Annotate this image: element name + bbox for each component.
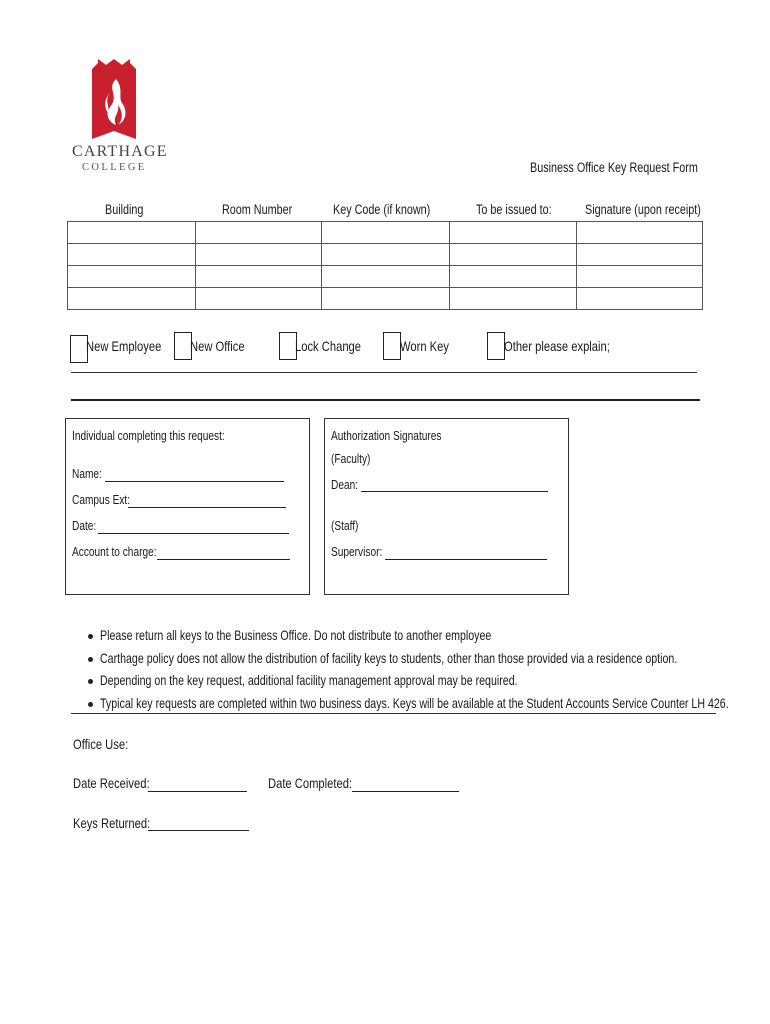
table-row [68,222,703,244]
date-completed-label: Date Completed: [268,775,353,791]
table-cell[interactable] [450,288,577,310]
keys-returned-field[interactable] [148,830,249,831]
requester-heading: Individual completing this request: [72,428,225,443]
checkbox-label-worn-key: Worn Key [400,338,449,354]
staff-label: (Staff) [331,518,359,533]
explain-line[interactable] [71,372,697,373]
table-cell[interactable] [68,222,196,244]
table-cell[interactable] [68,244,196,266]
table-cell[interactable] [196,288,322,310]
note-turnaround: Typical key requests are completed within two business days. Keys will be available at the Student Accounts Service Counter LH 426. [100,695,729,711]
checkbox-other[interactable] [487,332,505,360]
header-building: Building [105,202,144,217]
carthage-logo [80,55,148,147]
bullet-icon [88,702,93,707]
bullet-icon [88,634,93,639]
table-row [68,244,703,266]
header-key-code: Key Code (if known) [333,202,431,217]
office-use-heading: Office Use: [73,736,129,752]
date-field[interactable] [98,533,289,534]
table-cell[interactable] [577,288,703,310]
dean-label: Dean: [331,477,359,492]
note-policy: Carthage policy does not allow the distribution of facility keys to students, other than those provided via a residence option. [100,650,678,666]
faculty-label: (Faculty) [331,451,371,466]
checkbox-label-new-employee: New Employee [86,338,162,354]
table-row [68,266,703,288]
table-cell[interactable] [577,244,703,266]
header-room-number: Room Number [222,202,293,217]
table-cell[interactable] [322,244,450,266]
dean-signature-field[interactable] [361,491,548,492]
date-label: Date: [72,518,97,533]
campus-ext-field[interactable] [128,507,286,508]
table-cell[interactable] [196,266,322,288]
name-label: Name: [72,466,102,481]
checkbox-label-lock-change: Lock Change [295,338,362,354]
note-return-keys: Please return all keys to the Business Office. Do not distribute to another employee [100,627,492,643]
date-received-label: Date Received: [73,775,150,791]
table-cell[interactable] [577,266,703,288]
section-divider [71,399,700,401]
campus-ext-label: Campus Ext: [72,492,131,507]
note-approval: Depending on the key request, additional facility management approval may be required. [100,672,518,688]
flame-shield-icon [80,55,148,147]
authorization-heading: Authorization Signatures [331,428,442,443]
account-label: Account to charge: [72,544,157,559]
table-cell[interactable] [450,222,577,244]
table-cell[interactable] [196,222,322,244]
checkbox-worn-key[interactable] [383,332,401,360]
table-cell[interactable] [68,266,196,288]
supervisor-signature-field[interactable] [385,559,547,560]
table-cell[interactable] [577,222,703,244]
bullet-icon [88,679,93,684]
logo-wordmark: CARTHAGE [72,143,168,160]
table-cell[interactable] [68,288,196,310]
checkbox-label-other: Other please explain; [504,338,610,354]
table-cell[interactable] [322,288,450,310]
notes-divider [71,713,716,714]
table-cell[interactable] [450,244,577,266]
table-cell[interactable] [322,266,450,288]
header-issued-to: To be issued to: [476,202,552,217]
authorization-box [324,418,569,595]
keys-returned-label: Keys Returned: [73,815,151,831]
header-signature: Signature (upon receipt) [585,202,701,217]
date-completed-field[interactable] [352,791,459,792]
checkbox-label-new-office: New Office [190,338,245,354]
bullet-icon [88,657,93,662]
account-field[interactable] [157,559,290,560]
form-title: Business Office Key Request Form [530,160,698,175]
date-received-field[interactable] [148,791,247,792]
table-cell[interactable] [196,244,322,266]
table-cell[interactable] [450,266,577,288]
name-field[interactable] [105,481,284,482]
logo-subtitle: COLLEGE [82,162,147,173]
table-row [68,288,703,310]
supervisor-label: Supervisor: [331,544,383,559]
table-cell[interactable] [322,222,450,244]
key-request-table [67,221,703,310]
